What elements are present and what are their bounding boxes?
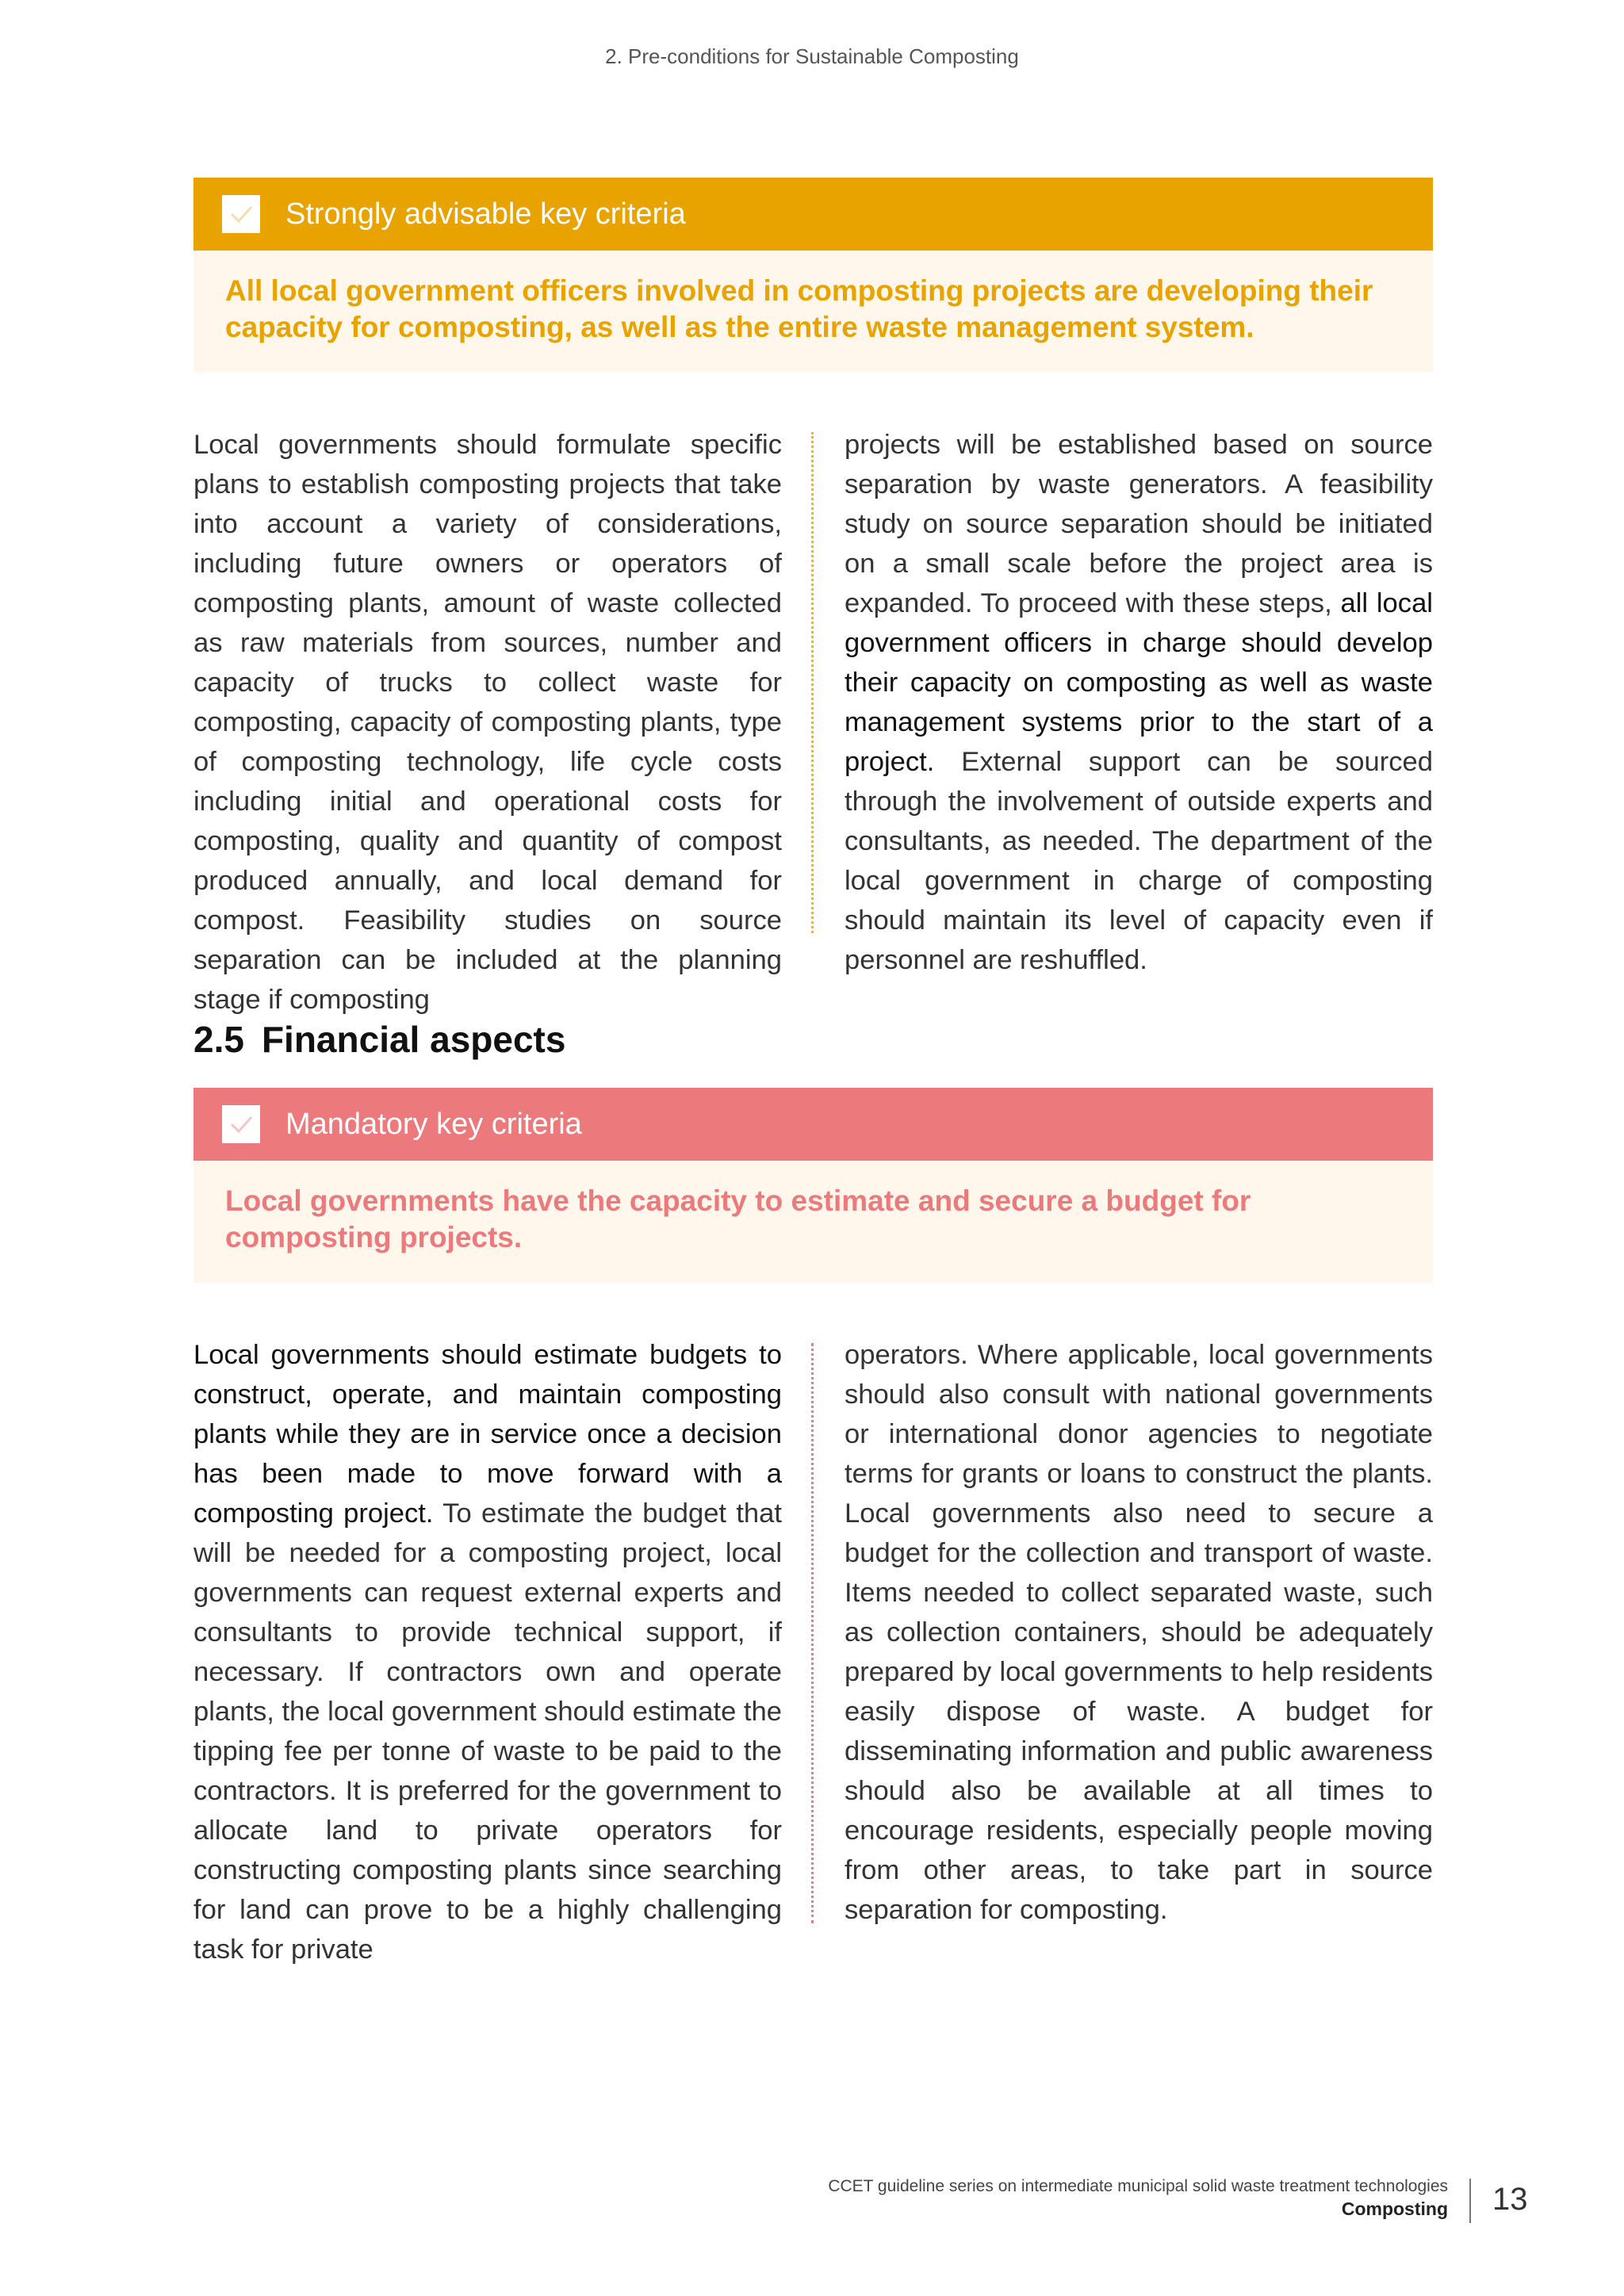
page-number: 13 [1492, 2182, 1528, 2217]
footer-volume: Composting [1341, 2198, 1448, 2219]
section1-right-emphasis: all local government officers in charge should develop their capacity on composting as well as waste management systems prior to the start of a project. [845, 588, 1433, 777]
column-divider [811, 1343, 814, 1923]
advisable-criteria-bar [193, 178, 1433, 251]
section-number: 2.5 [193, 1019, 244, 1060]
section-title: Financial aspects [261, 1019, 566, 1060]
mandatory-criteria-statement: Local governments have the capacity to estimate and secure a budget for composting projects. [193, 1161, 1433, 1283]
section1-right-intro: projects will be established based on source separation by waste generators. A feasibility study on source separation should be initiated on a small scale before the project area is expanded. To proceed with these steps, [845, 430, 1433, 618]
footer-series [828, 2175, 1448, 2220]
section1-right-rest: External support can be sourced through the involvement of outside experts and consultants, as needed. The department of the local government in charge of composting should maintain its level of capacity even if personnel are reshuffled. [845, 747, 1433, 975]
section2-right-column: operators. Where applicable, local governments should also consult with national governments or international donor agencies to negotiate terms for grants or loans to construct the plants. Local governments also need to secure a budget for the collection and transport of waste. Items needed to collect separated waste, such as collection containers, should be adequately prepared by local governments to help residents easily dispose of waste. A budget for disseminating information and public awareness should also be available at all times to encourage residents, especially people moving from other areas, to take part in source separation for composting. [845, 1340, 1433, 1925]
footer-divider [1469, 2179, 1471, 2223]
checkbox-icon [222, 1105, 260, 1143]
column-divider [811, 432, 814, 933]
mandatory-criteria-bar [193, 1088, 1433, 1161]
running-header: 2. Pre-conditions for Sustainable Composting [605, 44, 1019, 68]
mandatory-criteria-title: Mandatory key criteria [285, 1107, 582, 1141]
advisable-criteria-title: Strongly advisable key criteria [285, 197, 686, 231]
section-heading [193, 1018, 565, 1061]
mandatory-criteria-box [193, 1088, 1433, 1283]
section2-left-rest: To estimate the budget that will be needed for a composting project, local governments can request external experts and consultants to provide technical support, if necessary. If contractors own and operate plants, the local government should estimate the tipping fee per tonne of waste to be paid to the contractors. It is preferred for the government to allocate land to private operators for constructing composting plants since searching for land can prove to be a highly challenging task for private [193, 1498, 783, 1965]
checkbox-icon [222, 195, 260, 233]
footer-series-title: CCET guideline series on intermediate municipal solid waste treatment technologies [828, 2177, 1448, 2195]
advisable-criteria-statement: All local government officers involved in composting projects are developing their capacity for composting, as well as the entire waste management system. [193, 251, 1433, 373]
section2-left-emphasis: Local governments should estimate budgets to construct, operate, and maintain composting plants while they are in service once a decision has been made to move forward with a composting project. [193, 1340, 782, 1529]
section2-left-column [193, 1335, 782, 1969]
section1-left-column: Local governments should formulate specific plans to establish composting projects that take into account a variety of considerations, including future owners or operators of composting plants, amount of waste collected as raw materials from sources, number and capacity of trucks to collect waste for composting, capacity of composting plants, type of composting technology, life cycle costs including initial and operational costs for composting, quality and quantity of compost produced annually, and local demand for compost. Feasibility studies on source separation can be included at the planning stage if composting [193, 430, 782, 1015]
advisable-criteria-box [193, 178, 1433, 373]
section1-right-column [845, 425, 1433, 980]
